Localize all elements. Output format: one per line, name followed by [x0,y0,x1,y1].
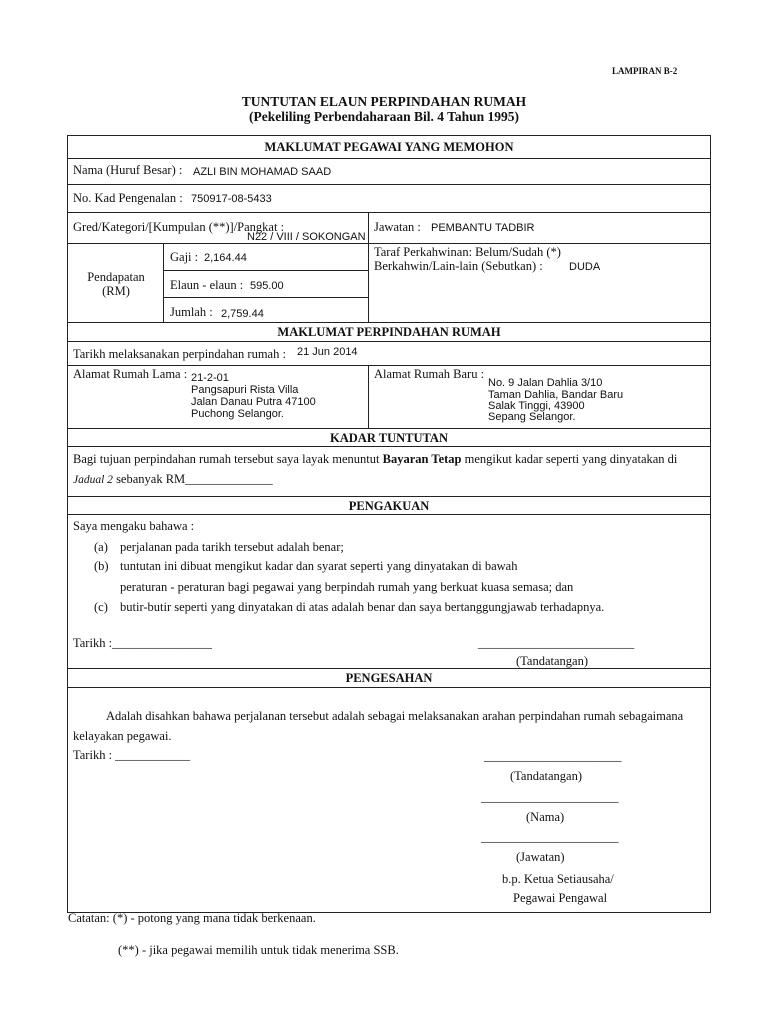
alamat-baru-line: Salak Tinggi, 43900 [488,400,585,412]
divider [67,428,711,429]
divider [67,687,711,688]
kadar-text: Bagi tujuan perpindahan rumah tersebut saya layak menuntut [73,452,383,466]
divider [67,496,711,497]
divider [67,668,711,669]
divider [67,341,711,342]
gred-value: N22 / VIII / SOKONGAN [247,231,366,243]
divider [368,365,369,428]
gaji-value: 2,164.44 [204,252,247,264]
pengakuan-tarikh: Tarikh :________________ [73,636,213,650]
kadar-line-1 [73,452,677,467]
alamat-lama-label: Alamat Rumah Lama : [73,367,188,381]
jawatan-value: PEMBANTU TADBIR [431,222,535,234]
berkahwin-label: Berkahwin/Lain-lain (Sebutkan) : [374,259,543,273]
alamat-baru-line: Sepang Selangor. [488,411,576,423]
pengakuan-signature-label: (Tandatangan) [516,654,589,668]
divider [67,158,711,159]
pengesahan-tandatangan: (Tandatangan) [510,769,583,783]
divider [163,297,368,298]
section-title-kadar: KADAR TUNTUTAN [330,431,448,445]
jawatan-label: Jawatan : [374,220,421,234]
pengesahan-jawatan-line: ______________________ [481,830,619,844]
pengakuan-signature-line: _________________________ [478,636,635,650]
pengesahan-jawatan: (Jawatan) [516,850,565,864]
jumlah-value: 2,759.44 [221,308,264,320]
kp-label: No. Kad Pengenalan : [73,191,183,205]
pengakuan-item: butir-butir seperti yang dinyatakan di atas adalah benar dan saya bertanggungjawab terhadapnya. [120,600,605,614]
section-title-pegawai: MAKLUMAT PEGAWAI YANG MEMOHON [264,140,514,154]
pendapatan-unit: (RM) [102,284,130,298]
alamat-baru-label: Alamat Rumah Baru : [374,367,485,381]
pengakuan-marker: (b) [94,559,109,573]
kadar-amount-text: sebanyak RM______________ [112,472,273,486]
nama-value: AZLI BIN MOHAMAD SAAD [193,166,332,178]
divider [67,322,711,323]
pengesahan-pegawai: Pegawai Pengawal [513,891,608,905]
section-title-pengakuan: PENGAKUAN [348,499,430,513]
gaji-label: Gaji : [170,250,199,264]
tarikh-pindah-label: Tarikh melaksanakan perpindahan rumah : [73,347,286,361]
pengakuan-item: peraturan - peraturan bagi pegawai yang berpindah rumah yang berkuat kuasa semasa; dan [120,580,574,594]
pengesahan-tarikh: Tarikh : ____________ [73,748,191,762]
catatan-line-2: (**) - jika pegawai memilih untuk tidak menerima SSB. [118,943,399,957]
divider [163,243,164,322]
jumlah-label: Jumlah : [170,305,213,319]
kadar-line-2 [73,472,273,487]
elaun-label: Elaun - elaun : [170,278,244,292]
berkahwin-value: DUDA [569,261,601,273]
pengakuan-marker: (c) [94,600,108,614]
form-title: TUNTUTAN ELAUN PERPINDAHAN RUMAH [241,94,527,109]
alamat-lama-line: Puchong Selangor. [191,408,284,420]
pengakuan-item: tuntutan ini dibuat mengikut kadar dan syarat seperti yang dinyatakan di bawah [120,559,518,573]
lampiran-label: LAMPIRAN B-2 [612,66,678,76]
section-title-pengesahan: PENGESAHAN [345,671,433,685]
divider [67,365,711,366]
divider [67,514,711,515]
kp-value: 750917-08-5433 [191,193,272,205]
alamat-lama-line: Jalan Danau Putra 47100 [191,396,316,408]
alamat-lama-line: 21-2-01 [191,372,229,384]
pengakuan-marker: (a) [94,540,108,554]
section-title-rumah: MAKLUMAT PERPINDAHAN RUMAH [277,325,501,339]
taraf-label: Taraf Perkahwinan: Belum/Sudah (*) [374,245,561,259]
pendapatan-label: Pendapatan [87,270,145,284]
pengakuan-item: perjalanan pada tarikh tersebut adalah benar; [120,540,344,554]
pengesahan-para: kelayakan pegawai. [73,729,172,743]
pengesahan-signature-line: ______________________ [484,749,622,763]
divider [67,212,711,213]
alamat-baru-line: No. 9 Jalan Dahlia 3/10 [488,377,603,389]
elaun-value: 595.00 [250,280,284,292]
pengesahan-bp: b.p. Ketua Setiausaha/ [502,872,614,886]
divider [163,270,368,271]
alamat-baru-line: Taman Dahlia, Bandar Baru [488,389,624,401]
nama-label: Nama (Huruf Besar) : [73,163,183,177]
pengakuan-intro: Saya mengaku bahawa : [73,519,195,533]
divider [67,446,711,447]
gred-label: Gred/Kategori/[Kumpulan (**)]/Pangkat : [73,220,285,234]
jadual-text: Jadual 2 [73,474,113,486]
pengesahan-para: Adalah disahkan bahawa perjalanan tersebut adalah sebagai melaksanakan arahan perpindahan rumah sebagaimana [106,709,684,723]
pengesahan-nama-line: ______________________ [481,790,619,804]
form-subtitle: (Pekeliling Perbendaharaan Bil. 4 Tahun 1995) [248,109,520,124]
kadar-text: mengikut kadar seperti yang dinyatakan di [461,452,678,466]
pengesahan-nama: (Nama) [526,810,565,824]
divider [67,184,711,185]
bayaran-tetap-text: Bayaran Tetap [382,452,462,466]
tarikh-pindah-value: 21 Jun 2014 [297,346,358,358]
catatan-line-1: Catatan: (*) - potong yang mana tidak berkenaan. [68,911,316,925]
divider [368,212,369,322]
alamat-lama-line: Pangsapuri Rista Villa [191,384,299,396]
